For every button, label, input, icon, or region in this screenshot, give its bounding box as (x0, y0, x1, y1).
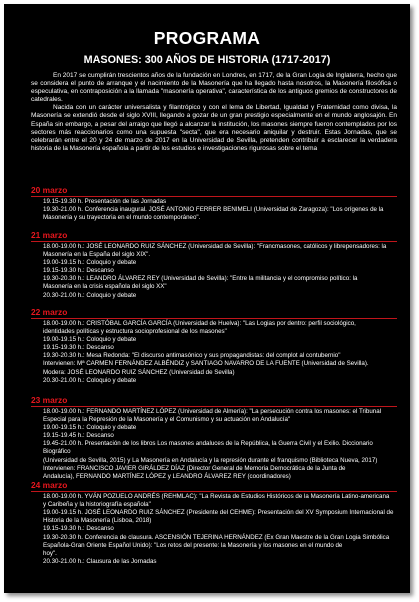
schedule-item-line: 19.15-19.30 h. Presentación de las Jornadas (43, 198, 167, 205)
schedule-item-line: Intervienen: FRANCISCO JAVIER GIRÁLDEZ DÍAZ (Director General de Memoria Democrática de la Junta de (43, 464, 346, 472)
schedule-item (43, 525, 395, 533)
intro-paragraph: En 2017 se cumplirán trescientos años de la fundación en Londres, en 1717, de la Gran Logia de Inglaterra, hecho que se considera el punto de arranque y el nacimiento de la Masonería que ha llegado hasta nosotros, la Masonería filosófica o especulativa, en contraposición a la llamada "masonería operativa", característica de los antiguos gremios de constructores de catedrales. (31, 72, 397, 104)
schedule-item-line: Masonería en la crisis española del siglo XX" (43, 283, 167, 291)
schedule-item (43, 432, 395, 440)
schedule-item-line: 19.00-19.15 h.: Coloquio y debate (43, 424, 137, 432)
day-heading: 21 marzo (31, 230, 68, 240)
schedule-item-line: 19.30-21.00 h. Conferencia inaugural. JOSÉ ANTONIO FERRER BENIMELI (Universidad de Zaragoza): "Los orígenes de la (43, 206, 384, 214)
schedule-item-line: 19.00-19.15 h.: Coloquio y debate (43, 259, 137, 267)
schedule-item-line: 19.15-19.30 h.: Descanso (43, 344, 114, 352)
schedule-item (43, 352, 395, 376)
schedule-item (43, 377, 395, 385)
schedule-item (43, 275, 395, 291)
schedule-item (43, 558, 395, 566)
day-heading: 24 marzo (31, 480, 68, 490)
schedule-item (43, 493, 395, 509)
schedule-item-line: 19.15-19.30 h.: Descanso (43, 525, 114, 533)
schedule-item (43, 344, 395, 352)
schedule-item-line: 18.00-19.00 h. YVÁN POZUELO ANDRÉS (REHMLAC): "La Revista de Estudios Históricos de la Masonería Latino-americana (43, 493, 390, 500)
day-heading: 23 marzo (31, 395, 68, 405)
page-title: PROGRAMA (153, 28, 261, 48)
schedule-item-line: 19.30-20.30 h.: Mesa Redonda: "El discurso antimasónico y sus propagandistas: del complot al contubernio" (43, 352, 341, 360)
schedule-item (43, 320, 395, 336)
schedule-item (43, 509, 395, 525)
schedule-item (43, 259, 395, 267)
schedule-item-line: Especial para la Represión de la Masonería y el Comunismo y su actuación en Andalucía" (43, 416, 291, 424)
day-heading: 20 marzo (31, 185, 68, 195)
schedule-item (43, 336, 395, 344)
schedule-item (43, 408, 395, 424)
schedule-item (43, 534, 395, 558)
schedule-item-line: Intervienen: Mª CARMEN FERNÁNDEZ ALBÉNDIZ y SANTIAGO NAVARRO DE LA FUENTE (Universidad de Sevilla). (43, 360, 369, 368)
page-subtitle: MASONES: 300 AÑOS DE HISTORIA (1717-2017) (83, 54, 331, 66)
schedule-item-line: 20.30-21.00 h.: Coloquio y debate (43, 376, 137, 384)
schedule-item-line: y Caribeña y la historiografía española" (43, 501, 151, 509)
schedule-item (43, 243, 395, 259)
intro-text (31, 72, 397, 153)
schedule-item-line: Andalucía), FERNANDO MARTÍNEZ LÓPEZ y LEANDRO ÁLVAREZ REY (coordinadores) (43, 472, 291, 480)
schedule-item-line: 19.00-19.15 h. JOSÉ LEONARDO RUIZ SÁNCHEZ (Presidente del CEHME): Presentación del XV Symposium Internacional de (43, 509, 394, 517)
schedule-item-line: 18.00-19.00 h.: JOSÉ LEONARDO RUIZ SÁNCHEZ (Universidad de Sevilla): "Francmasones, católicos y librepensadores: la (43, 243, 387, 250)
program-poster (4, 4, 410, 593)
schedule-item-line: 19.00-19.15 h.: Coloquio y debate (43, 336, 137, 344)
schedule-item-line: 19.30-20.30 h. Conferencia de clausura. ASCENSIÓN TEJERINA HERNÁNDEZ (Ex Gran Maestre de la Gran Logia Simbólica (43, 533, 390, 541)
schedule-item-line: 20.30-21.00 h.: Clausura de las Jornadas (43, 557, 157, 565)
day-divider (31, 318, 397, 319)
schedule-item (43, 424, 395, 432)
schedule-item-line: Española-Gran Oriente Español Unido): "Los retos del presente: la Masonería y los masones en el mundo de (43, 541, 343, 549)
schedule-item (43, 267, 395, 275)
day-heading: 22 marzo (31, 307, 68, 317)
intro-paragraph: Nacida con un carácter universalista y filantrópico y con el lema de Libertad, Igualdad y Fraternidad como divisa, la Masonería se extendió desde el siglo XVIII, llegando a gozar de un gran prestigio especialmente en el mundo anglosajón. En España sin embargo, a pesar del arraigo que llegó a alcanzar la institución, los masones siempre fueron contemplados por los sectores más reaccionarios como una supuesta "secta", que era necesario aniquilar y destruir. Estas Jornadas, que se celebrarán entre el 20 y 24 de marzo de 2017 en la Universidad de Sevilla, pretenden contribuir a esclarecer la verdadera historia de la Masonería española a partir de los estudios e investigaciones rigurosas sobre el tema (31, 104, 397, 152)
schedule-item-line: 20.30-21.00 h.: Coloquio y debate (43, 291, 137, 299)
schedule-item-line: 19.30-20.30 h.: LEANDRO ÁLVAREZ REY (Universidad de Sevilla): "Entre la militancia y el compromiso político: la (43, 275, 358, 283)
schedule-item (43, 206, 395, 222)
schedule-item-line: 18.00-19.00 h.: FERNANDO MARTÍNEZ LÓPEZ (Universidad de Almería): "La persecución contra los masones: el Tribunal (43, 408, 382, 415)
schedule-item-line: Masonería en la España del siglo XIX". (43, 251, 151, 259)
schedule-item-line: 18.00-19.00 h.: CRISTÓBAL GARCÍA GARCÍA (Universidad de Huelva): "Las Logias por dentro: perfil sociológico, (43, 320, 356, 327)
schedule-item-line: Modera: JOSÉ LEONARDO RUIZ SÁNCHEZ (Universidad de Sevilla) (43, 368, 235, 376)
schedule-item-line: 19.45-21.00 h. Presentación de los libros Los masones andaluces de la República, la Guerra Civil y el Exilio. Diccionario Biográfico (43, 440, 373, 456)
schedule-item-line: identidades políticas y estructura socioprofesional de los masones" (43, 328, 227, 336)
schedule-item-line: 19.15-19.45 h.: Descanso (43, 432, 114, 440)
schedule-item (43, 292, 395, 300)
day-divider (31, 241, 397, 242)
schedule-item-line: hoy". (43, 549, 57, 557)
schedule-item-line: Historia de la Masonería (Lisboa, 2018) (43, 517, 152, 525)
day-divider (31, 491, 397, 492)
schedule-item (43, 198, 395, 206)
schedule-item-line: Masonería y su trayectoria en el mundo contemporáneo". (43, 214, 201, 222)
schedule-item-line: (Universidad de Sevilla, 2015) y La Masonería en Andalucía y la represión durante el franquismo (Biblioteca Nueva, 2017) (43, 456, 378, 464)
day-divider (31, 196, 397, 197)
schedule-item (43, 440, 395, 480)
day-divider (31, 406, 397, 407)
schedule-item-line: 19.15-19.30 h.: Descanso (43, 267, 114, 275)
